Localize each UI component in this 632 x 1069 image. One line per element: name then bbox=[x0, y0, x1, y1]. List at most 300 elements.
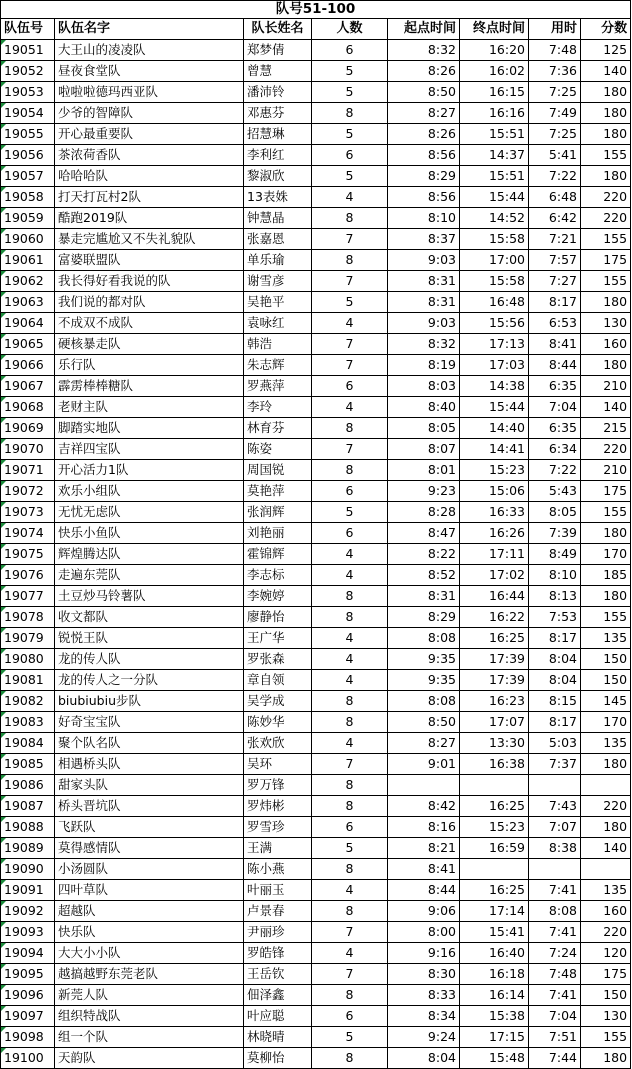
score-cell[interactable]: 155 bbox=[581, 607, 631, 628]
team-name-cell[interactable]: 茶浓荷香队 bbox=[55, 145, 244, 166]
end-time-cell[interactable] bbox=[460, 775, 529, 796]
member-count-cell[interactable]: 8 bbox=[312, 796, 388, 817]
captain-cell[interactable]: 霍锦辉 bbox=[244, 544, 312, 565]
captain-cell[interactable]: 朱志辉 bbox=[244, 355, 312, 376]
score-cell[interactable] bbox=[581, 775, 631, 796]
team-id-cell[interactable]: 19092 bbox=[1, 901, 55, 922]
start-time-cell[interactable]: 8:01 bbox=[388, 460, 460, 481]
team-name-cell[interactable]: 啦啦啦德玛西亚队 bbox=[55, 82, 244, 103]
team-name-cell[interactable]: 欢乐小组队 bbox=[55, 481, 244, 502]
captain-cell[interactable]: 周国锐 bbox=[244, 460, 312, 481]
team-name-cell[interactable]: 组织特战队 bbox=[55, 1006, 244, 1027]
end-time-cell[interactable]: 17:15 bbox=[460, 1027, 529, 1048]
score-cell[interactable]: 215 bbox=[581, 418, 631, 439]
end-time-cell[interactable]: 16:23 bbox=[460, 691, 529, 712]
score-cell[interactable]: 180 bbox=[581, 124, 631, 145]
team-id-cell[interactable]: 19074 bbox=[1, 523, 55, 544]
end-time-cell[interactable]: 17:14 bbox=[460, 901, 529, 922]
duration-cell[interactable]: 7:51 bbox=[529, 1027, 581, 1048]
team-id-cell[interactable]: 19085 bbox=[1, 754, 55, 775]
captain-cell[interactable]: 李玲 bbox=[244, 397, 312, 418]
member-count-cell[interactable]: 7 bbox=[312, 754, 388, 775]
header-member-count[interactable]: 人数 bbox=[312, 19, 388, 40]
team-name-cell[interactable]: 开心活力1队 bbox=[55, 460, 244, 481]
score-cell[interactable]: 155 bbox=[581, 502, 631, 523]
team-name-cell[interactable]: 霹雳棒棒糖队 bbox=[55, 376, 244, 397]
end-time-cell[interactable]: 14:38 bbox=[460, 376, 529, 397]
end-time-cell[interactable]: 15:51 bbox=[460, 166, 529, 187]
duration-cell[interactable]: 7:43 bbox=[529, 796, 581, 817]
start-time-cell[interactable]: 9:03 bbox=[388, 250, 460, 271]
start-time-cell[interactable]: 8:27 bbox=[388, 733, 460, 754]
end-time-cell[interactable]: 16:22 bbox=[460, 607, 529, 628]
captain-cell[interactable]: 黎淑欣 bbox=[244, 166, 312, 187]
team-name-cell[interactable]: 快乐队 bbox=[55, 922, 244, 943]
start-time-cell[interactable]: 8:44 bbox=[388, 880, 460, 901]
member-count-cell[interactable]: 5 bbox=[312, 124, 388, 145]
team-name-cell[interactable]: 甜家头队 bbox=[55, 775, 244, 796]
duration-cell[interactable]: 7:53 bbox=[529, 607, 581, 628]
start-time-cell[interactable]: 8:10 bbox=[388, 208, 460, 229]
member-count-cell[interactable]: 8 bbox=[312, 460, 388, 481]
end-time-cell[interactable]: 14:41 bbox=[460, 439, 529, 460]
start-time-cell[interactable]: 8:52 bbox=[388, 565, 460, 586]
member-count-cell[interactable]: 4 bbox=[312, 313, 388, 334]
start-time-cell[interactable]: 8:21 bbox=[388, 838, 460, 859]
start-time-cell[interactable]: 8:29 bbox=[388, 166, 460, 187]
captain-cell[interactable]: 林育芬 bbox=[244, 418, 312, 439]
score-cell[interactable]: 120 bbox=[581, 943, 631, 964]
team-id-cell[interactable]: 19072 bbox=[1, 481, 55, 502]
score-cell[interactable]: 155 bbox=[581, 1027, 631, 1048]
end-time-cell[interactable]: 17:11 bbox=[460, 544, 529, 565]
team-id-cell[interactable]: 19057 bbox=[1, 166, 55, 187]
duration-cell[interactable]: 7:41 bbox=[529, 985, 581, 1006]
duration-cell[interactable]: 6:42 bbox=[529, 208, 581, 229]
duration-cell[interactable]: 8:17 bbox=[529, 712, 581, 733]
start-time-cell[interactable]: 9:35 bbox=[388, 670, 460, 691]
duration-cell[interactable]: 6:53 bbox=[529, 313, 581, 334]
team-name-cell[interactable]: 打天打瓦村2队 bbox=[55, 187, 244, 208]
team-id-cell[interactable]: 19083 bbox=[1, 712, 55, 733]
team-id-cell[interactable]: 19051 bbox=[1, 40, 55, 61]
end-time-cell[interactable]: 15:48 bbox=[460, 1048, 529, 1069]
captain-cell[interactable]: 郑梦倩 bbox=[244, 40, 312, 61]
team-name-cell[interactable]: 开心最重要队 bbox=[55, 124, 244, 145]
score-cell[interactable]: 150 bbox=[581, 670, 631, 691]
end-time-cell[interactable]: 17:00 bbox=[460, 250, 529, 271]
end-time-cell[interactable]: 16:25 bbox=[460, 628, 529, 649]
score-cell[interactable]: 175 bbox=[581, 964, 631, 985]
score-cell[interactable]: 180 bbox=[581, 355, 631, 376]
captain-cell[interactable]: 罗雪珍 bbox=[244, 817, 312, 838]
team-id-cell[interactable]: 19075 bbox=[1, 544, 55, 565]
start-time-cell[interactable]: 8:22 bbox=[388, 544, 460, 565]
team-name-cell[interactable]: 相遇桥头队 bbox=[55, 754, 244, 775]
score-cell[interactable]: 180 bbox=[581, 754, 631, 775]
duration-cell[interactable]: 7:37 bbox=[529, 754, 581, 775]
duration-cell[interactable]: 8:15 bbox=[529, 691, 581, 712]
duration-cell[interactable]: 7:22 bbox=[529, 460, 581, 481]
duration-cell[interactable]: 8:44 bbox=[529, 355, 581, 376]
duration-cell[interactable]: 7:07 bbox=[529, 817, 581, 838]
score-cell[interactable]: 180 bbox=[581, 166, 631, 187]
team-id-cell[interactable]: 19098 bbox=[1, 1027, 55, 1048]
team-id-cell[interactable]: 19073 bbox=[1, 502, 55, 523]
team-id-cell[interactable]: 19070 bbox=[1, 439, 55, 460]
team-id-cell[interactable]: 19094 bbox=[1, 943, 55, 964]
team-id-cell[interactable]: 19065 bbox=[1, 334, 55, 355]
member-count-cell[interactable]: 4 bbox=[312, 670, 388, 691]
start-time-cell[interactable]: 8:28 bbox=[388, 502, 460, 523]
member-count-cell[interactable]: 8 bbox=[312, 418, 388, 439]
score-cell[interactable]: 220 bbox=[581, 439, 631, 460]
captain-cell[interactable]: 罗万锋 bbox=[244, 775, 312, 796]
team-name-cell[interactable]: 无忧无虑队 bbox=[55, 502, 244, 523]
team-id-cell[interactable]: 19080 bbox=[1, 649, 55, 670]
captain-cell[interactable]: 罗炜彬 bbox=[244, 796, 312, 817]
captain-cell[interactable]: 李志标 bbox=[244, 565, 312, 586]
captain-cell[interactable]: 袁咏红 bbox=[244, 313, 312, 334]
member-count-cell[interactable]: 8 bbox=[312, 607, 388, 628]
score-cell[interactable]: 135 bbox=[581, 880, 631, 901]
score-cell[interactable]: 220 bbox=[581, 922, 631, 943]
score-cell[interactable]: 135 bbox=[581, 733, 631, 754]
team-name-cell[interactable]: 超越队 bbox=[55, 901, 244, 922]
start-time-cell[interactable]: 8:05 bbox=[388, 418, 460, 439]
member-count-cell[interactable]: 4 bbox=[312, 880, 388, 901]
team-id-cell[interactable]: 19078 bbox=[1, 607, 55, 628]
duration-cell[interactable]: 8:38 bbox=[529, 838, 581, 859]
team-name-cell[interactable]: 我们说的都对队 bbox=[55, 292, 244, 313]
team-id-cell[interactable]: 19060 bbox=[1, 229, 55, 250]
team-name-cell[interactable]: 酷跑2019队 bbox=[55, 208, 244, 229]
end-time-cell[interactable]: 16:44 bbox=[460, 586, 529, 607]
captain-cell[interactable]: 刘艳丽 bbox=[244, 523, 312, 544]
member-count-cell[interactable]: 7 bbox=[312, 334, 388, 355]
team-id-cell[interactable]: 19087 bbox=[1, 796, 55, 817]
start-time-cell[interactable]: 8:26 bbox=[388, 124, 460, 145]
team-id-cell[interactable]: 19095 bbox=[1, 964, 55, 985]
captain-cell[interactable]: 曾慧 bbox=[244, 61, 312, 82]
duration-cell[interactable]: 6:35 bbox=[529, 418, 581, 439]
start-time-cell[interactable]: 8:07 bbox=[388, 439, 460, 460]
duration-cell[interactable]: 8:17 bbox=[529, 628, 581, 649]
team-name-cell[interactable]: 飞跃队 bbox=[55, 817, 244, 838]
team-name-cell[interactable]: 乐行队 bbox=[55, 355, 244, 376]
captain-cell[interactable]: 招慧琳 bbox=[244, 124, 312, 145]
member-count-cell[interactable]: 5 bbox=[312, 502, 388, 523]
member-count-cell[interactable]: 5 bbox=[312, 82, 388, 103]
team-name-cell[interactable]: 龙的传人之一分队 bbox=[55, 670, 244, 691]
captain-cell[interactable]: 陈妙华 bbox=[244, 712, 312, 733]
header-captain[interactable]: 队长姓名 bbox=[244, 19, 312, 40]
score-cell[interactable]: 140 bbox=[581, 838, 631, 859]
member-count-cell[interactable]: 4 bbox=[312, 544, 388, 565]
start-time-cell[interactable]: 8:34 bbox=[388, 1006, 460, 1027]
score-cell[interactable]: 220 bbox=[581, 187, 631, 208]
start-time-cell[interactable]: 8:00 bbox=[388, 922, 460, 943]
start-time-cell[interactable]: 8:16 bbox=[388, 817, 460, 838]
team-id-cell[interactable]: 19058 bbox=[1, 187, 55, 208]
team-id-cell[interactable]: 19097 bbox=[1, 1006, 55, 1027]
start-time-cell[interactable]: 8:19 bbox=[388, 355, 460, 376]
end-time-cell[interactable]: 14:52 bbox=[460, 208, 529, 229]
score-cell[interactable] bbox=[581, 859, 631, 880]
score-cell[interactable]: 130 bbox=[581, 1006, 631, 1027]
duration-cell[interactable]: 7:41 bbox=[529, 880, 581, 901]
end-time-cell[interactable]: 15:38 bbox=[460, 1006, 529, 1027]
member-count-cell[interactable]: 4 bbox=[312, 628, 388, 649]
score-cell[interactable]: 175 bbox=[581, 250, 631, 271]
start-time-cell[interactable]: 9:16 bbox=[388, 943, 460, 964]
member-count-cell[interactable]: 8 bbox=[312, 985, 388, 1006]
team-name-cell[interactable]: 不成双不成队 bbox=[55, 313, 244, 334]
duration-cell[interactable]: 7:44 bbox=[529, 1048, 581, 1069]
duration-cell[interactable]: 6:35 bbox=[529, 376, 581, 397]
start-time-cell[interactable]: 8:42 bbox=[388, 796, 460, 817]
start-time-cell[interactable]: 8:08 bbox=[388, 691, 460, 712]
header-end-time[interactable]: 终点时间 bbox=[460, 19, 529, 40]
team-name-cell[interactable]: 富婆联盟队 bbox=[55, 250, 244, 271]
score-cell[interactable]: 140 bbox=[581, 397, 631, 418]
team-id-cell[interactable]: 19079 bbox=[1, 628, 55, 649]
header-score[interactable]: 分数 bbox=[581, 19, 631, 40]
team-id-cell[interactable]: 19084 bbox=[1, 733, 55, 754]
captain-cell[interactable]: 尹丽珍 bbox=[244, 922, 312, 943]
captain-cell[interactable]: 张嘉恩 bbox=[244, 229, 312, 250]
end-time-cell[interactable]: 14:37 bbox=[460, 145, 529, 166]
duration-cell[interactable]: 7:24 bbox=[529, 943, 581, 964]
team-name-cell[interactable]: 好奇宝宝队 bbox=[55, 712, 244, 733]
captain-cell[interactable]: 陈小燕 bbox=[244, 859, 312, 880]
score-cell[interactable]: 155 bbox=[581, 145, 631, 166]
score-cell[interactable]: 125 bbox=[581, 40, 631, 61]
duration-cell[interactable]: 5:41 bbox=[529, 145, 581, 166]
start-time-cell[interactable]: 8:31 bbox=[388, 271, 460, 292]
start-time-cell[interactable]: 9:23 bbox=[388, 481, 460, 502]
member-count-cell[interactable]: 8 bbox=[312, 859, 388, 880]
end-time-cell[interactable]: 16:40 bbox=[460, 943, 529, 964]
captain-cell[interactable]: 钟慧晶 bbox=[244, 208, 312, 229]
start-time-cell[interactable]: 9:06 bbox=[388, 901, 460, 922]
start-time-cell[interactable]: 8:08 bbox=[388, 628, 460, 649]
team-name-cell[interactable]: 辉煌腾达队 bbox=[55, 544, 244, 565]
start-time-cell[interactable]: 8:04 bbox=[388, 1048, 460, 1069]
end-time-cell[interactable]: 16:25 bbox=[460, 880, 529, 901]
member-count-cell[interactable]: 5 bbox=[312, 166, 388, 187]
end-time-cell[interactable]: 15:06 bbox=[460, 481, 529, 502]
team-id-cell[interactable]: 19082 bbox=[1, 691, 55, 712]
captain-cell[interactable]: 韩浩 bbox=[244, 334, 312, 355]
end-time-cell[interactable]: 16:15 bbox=[460, 82, 529, 103]
score-cell[interactable]: 175 bbox=[581, 481, 631, 502]
member-count-cell[interactable]: 4 bbox=[312, 565, 388, 586]
end-time-cell[interactable]: 16:25 bbox=[460, 796, 529, 817]
start-time-cell[interactable]: 8:32 bbox=[388, 334, 460, 355]
captain-cell[interactable]: 罗燕萍 bbox=[244, 376, 312, 397]
team-id-cell[interactable]: 19064 bbox=[1, 313, 55, 334]
start-time-cell[interactable]: 8:27 bbox=[388, 103, 460, 124]
end-time-cell[interactable]: 17:07 bbox=[460, 712, 529, 733]
duration-cell[interactable]: 8:41 bbox=[529, 334, 581, 355]
team-name-cell[interactable]: 硬核暴走队 bbox=[55, 334, 244, 355]
start-time-cell[interactable]: 8:32 bbox=[388, 40, 460, 61]
duration-cell[interactable]: 7:57 bbox=[529, 250, 581, 271]
member-count-cell[interactable]: 4 bbox=[312, 187, 388, 208]
score-cell[interactable]: 160 bbox=[581, 901, 631, 922]
member-count-cell[interactable]: 8 bbox=[312, 775, 388, 796]
member-count-cell[interactable]: 8 bbox=[312, 712, 388, 733]
team-id-cell[interactable]: 19096 bbox=[1, 985, 55, 1006]
duration-cell[interactable]: 6:34 bbox=[529, 439, 581, 460]
end-time-cell[interactable]: 15:51 bbox=[460, 124, 529, 145]
captain-cell[interactable]: 吴学成 bbox=[244, 691, 312, 712]
team-id-cell[interactable]: 19069 bbox=[1, 418, 55, 439]
team-id-cell[interactable]: 19089 bbox=[1, 838, 55, 859]
duration-cell[interactable]: 7:49 bbox=[529, 103, 581, 124]
score-cell[interactable]: 170 bbox=[581, 712, 631, 733]
captain-cell[interactable]: 章自领 bbox=[244, 670, 312, 691]
member-count-cell[interactable]: 6 bbox=[312, 145, 388, 166]
duration-cell[interactable]: 7:04 bbox=[529, 1006, 581, 1027]
team-id-cell[interactable]: 19100 bbox=[1, 1048, 55, 1069]
start-time-cell[interactable]: 8:31 bbox=[388, 292, 460, 313]
end-time-cell[interactable]: 16:02 bbox=[460, 61, 529, 82]
duration-cell[interactable]: 8:13 bbox=[529, 586, 581, 607]
captain-cell[interactable]: 佃泽鑫 bbox=[244, 985, 312, 1006]
team-name-cell[interactable]: 收文都队 bbox=[55, 607, 244, 628]
score-cell[interactable]: 150 bbox=[581, 985, 631, 1006]
team-id-cell[interactable]: 19086 bbox=[1, 775, 55, 796]
member-count-cell[interactable]: 8 bbox=[312, 586, 388, 607]
end-time-cell[interactable]: 17:39 bbox=[460, 670, 529, 691]
member-count-cell[interactable]: 7 bbox=[312, 922, 388, 943]
end-time-cell[interactable]: 14:40 bbox=[460, 418, 529, 439]
duration-cell[interactable]: 7:25 bbox=[529, 124, 581, 145]
member-count-cell[interactable]: 5 bbox=[312, 61, 388, 82]
end-time-cell[interactable]: 16:16 bbox=[460, 103, 529, 124]
team-name-cell[interactable]: 我长得好看我说的队 bbox=[55, 271, 244, 292]
header-team-name[interactable]: 队伍名字 bbox=[55, 19, 244, 40]
team-id-cell[interactable]: 19093 bbox=[1, 922, 55, 943]
score-cell[interactable]: 155 bbox=[581, 229, 631, 250]
end-time-cell[interactable]: 17:13 bbox=[460, 334, 529, 355]
team-name-cell[interactable]: 四叶草队 bbox=[55, 880, 244, 901]
end-time-cell[interactable]: 15:56 bbox=[460, 313, 529, 334]
header-duration[interactable]: 用时 bbox=[529, 19, 581, 40]
captain-cell[interactable]: 潘沛铃 bbox=[244, 82, 312, 103]
team-id-cell[interactable]: 19059 bbox=[1, 208, 55, 229]
member-count-cell[interactable]: 7 bbox=[312, 439, 388, 460]
duration-cell[interactable]: 7:22 bbox=[529, 166, 581, 187]
team-id-cell[interactable]: 19054 bbox=[1, 103, 55, 124]
end-time-cell[interactable]: 16:38 bbox=[460, 754, 529, 775]
end-time-cell[interactable]: 17:39 bbox=[460, 649, 529, 670]
team-name-cell[interactable]: 莫得感情队 bbox=[55, 838, 244, 859]
captain-cell[interactable]: 王岳钦 bbox=[244, 964, 312, 985]
duration-cell[interactable]: 8:49 bbox=[529, 544, 581, 565]
end-time-cell[interactable]: 16:59 bbox=[460, 838, 529, 859]
score-cell[interactable]: 210 bbox=[581, 376, 631, 397]
score-cell[interactable]: 130 bbox=[581, 313, 631, 334]
member-count-cell[interactable]: 8 bbox=[312, 208, 388, 229]
captain-cell[interactable]: 吴环 bbox=[244, 754, 312, 775]
team-id-cell[interactable]: 19076 bbox=[1, 565, 55, 586]
header-team-id[interactable]: 队伍号 bbox=[1, 19, 55, 40]
team-name-cell[interactable]: 龙的传人队 bbox=[55, 649, 244, 670]
captain-cell[interactable]: 王满 bbox=[244, 838, 312, 859]
start-time-cell[interactable]: 9:03 bbox=[388, 313, 460, 334]
captain-cell[interactable]: 单乐瑜 bbox=[244, 250, 312, 271]
captain-cell[interactable]: 罗张森 bbox=[244, 649, 312, 670]
captain-cell[interactable]: 李利红 bbox=[244, 145, 312, 166]
member-count-cell[interactable]: 7 bbox=[312, 271, 388, 292]
team-id-cell[interactable]: 19056 bbox=[1, 145, 55, 166]
header-start-time[interactable]: 起点时间 bbox=[388, 19, 460, 40]
score-cell[interactable]: 180 bbox=[581, 586, 631, 607]
score-cell[interactable]: 220 bbox=[581, 208, 631, 229]
member-count-cell[interactable]: 4 bbox=[312, 943, 388, 964]
captain-cell[interactable]: 林晓晴 bbox=[244, 1027, 312, 1048]
duration-cell[interactable] bbox=[529, 859, 581, 880]
start-time-cell[interactable]: 8:31 bbox=[388, 586, 460, 607]
team-id-cell[interactable]: 19063 bbox=[1, 292, 55, 313]
end-time-cell[interactable]: 16:26 bbox=[460, 523, 529, 544]
duration-cell[interactable]: 8:05 bbox=[529, 502, 581, 523]
start-time-cell[interactable]: 8:40 bbox=[388, 397, 460, 418]
start-time-cell[interactable] bbox=[388, 775, 460, 796]
team-id-cell[interactable]: 19067 bbox=[1, 376, 55, 397]
score-cell[interactable]: 180 bbox=[581, 523, 631, 544]
captain-cell[interactable]: 陈姿 bbox=[244, 439, 312, 460]
team-name-cell[interactable]: 大大小小队 bbox=[55, 943, 244, 964]
member-count-cell[interactable]: 4 bbox=[312, 397, 388, 418]
team-id-cell[interactable]: 19055 bbox=[1, 124, 55, 145]
team-id-cell[interactable]: 19052 bbox=[1, 61, 55, 82]
team-id-cell[interactable]: 19090 bbox=[1, 859, 55, 880]
member-count-cell[interactable]: 6 bbox=[312, 40, 388, 61]
team-name-cell[interactable]: 暴走完尴尬又不失礼貌队 bbox=[55, 229, 244, 250]
duration-cell[interactable] bbox=[529, 775, 581, 796]
captain-cell[interactable]: 张欢欣 bbox=[244, 733, 312, 754]
member-count-cell[interactable]: 5 bbox=[312, 292, 388, 313]
start-time-cell[interactable]: 8:47 bbox=[388, 523, 460, 544]
team-id-cell[interactable]: 19081 bbox=[1, 670, 55, 691]
captain-cell[interactable]: 13表姝 bbox=[244, 187, 312, 208]
start-time-cell[interactable]: 8:29 bbox=[388, 607, 460, 628]
score-cell[interactable]: 220 bbox=[581, 796, 631, 817]
score-cell[interactable]: 160 bbox=[581, 334, 631, 355]
score-cell[interactable]: 180 bbox=[581, 82, 631, 103]
duration-cell[interactable]: 8:10 bbox=[529, 565, 581, 586]
start-time-cell[interactable]: 9:24 bbox=[388, 1027, 460, 1048]
member-count-cell[interactable]: 8 bbox=[312, 103, 388, 124]
score-cell[interactable]: 140 bbox=[581, 61, 631, 82]
end-time-cell[interactable]: 15:23 bbox=[460, 817, 529, 838]
score-cell[interactable]: 180 bbox=[581, 292, 631, 313]
team-id-cell[interactable]: 19091 bbox=[1, 880, 55, 901]
member-count-cell[interactable]: 7 bbox=[312, 355, 388, 376]
team-name-cell[interactable]: 天韵队 bbox=[55, 1048, 244, 1069]
team-id-cell[interactable]: 19068 bbox=[1, 397, 55, 418]
end-time-cell[interactable]: 16:18 bbox=[460, 964, 529, 985]
start-time-cell[interactable]: 8:50 bbox=[388, 82, 460, 103]
captain-cell[interactable]: 卢景春 bbox=[244, 901, 312, 922]
start-time-cell[interactable]: 8:33 bbox=[388, 985, 460, 1006]
team-name-cell[interactable]: 少爷的智障队 bbox=[55, 103, 244, 124]
captain-cell[interactable]: 李婉婷 bbox=[244, 586, 312, 607]
